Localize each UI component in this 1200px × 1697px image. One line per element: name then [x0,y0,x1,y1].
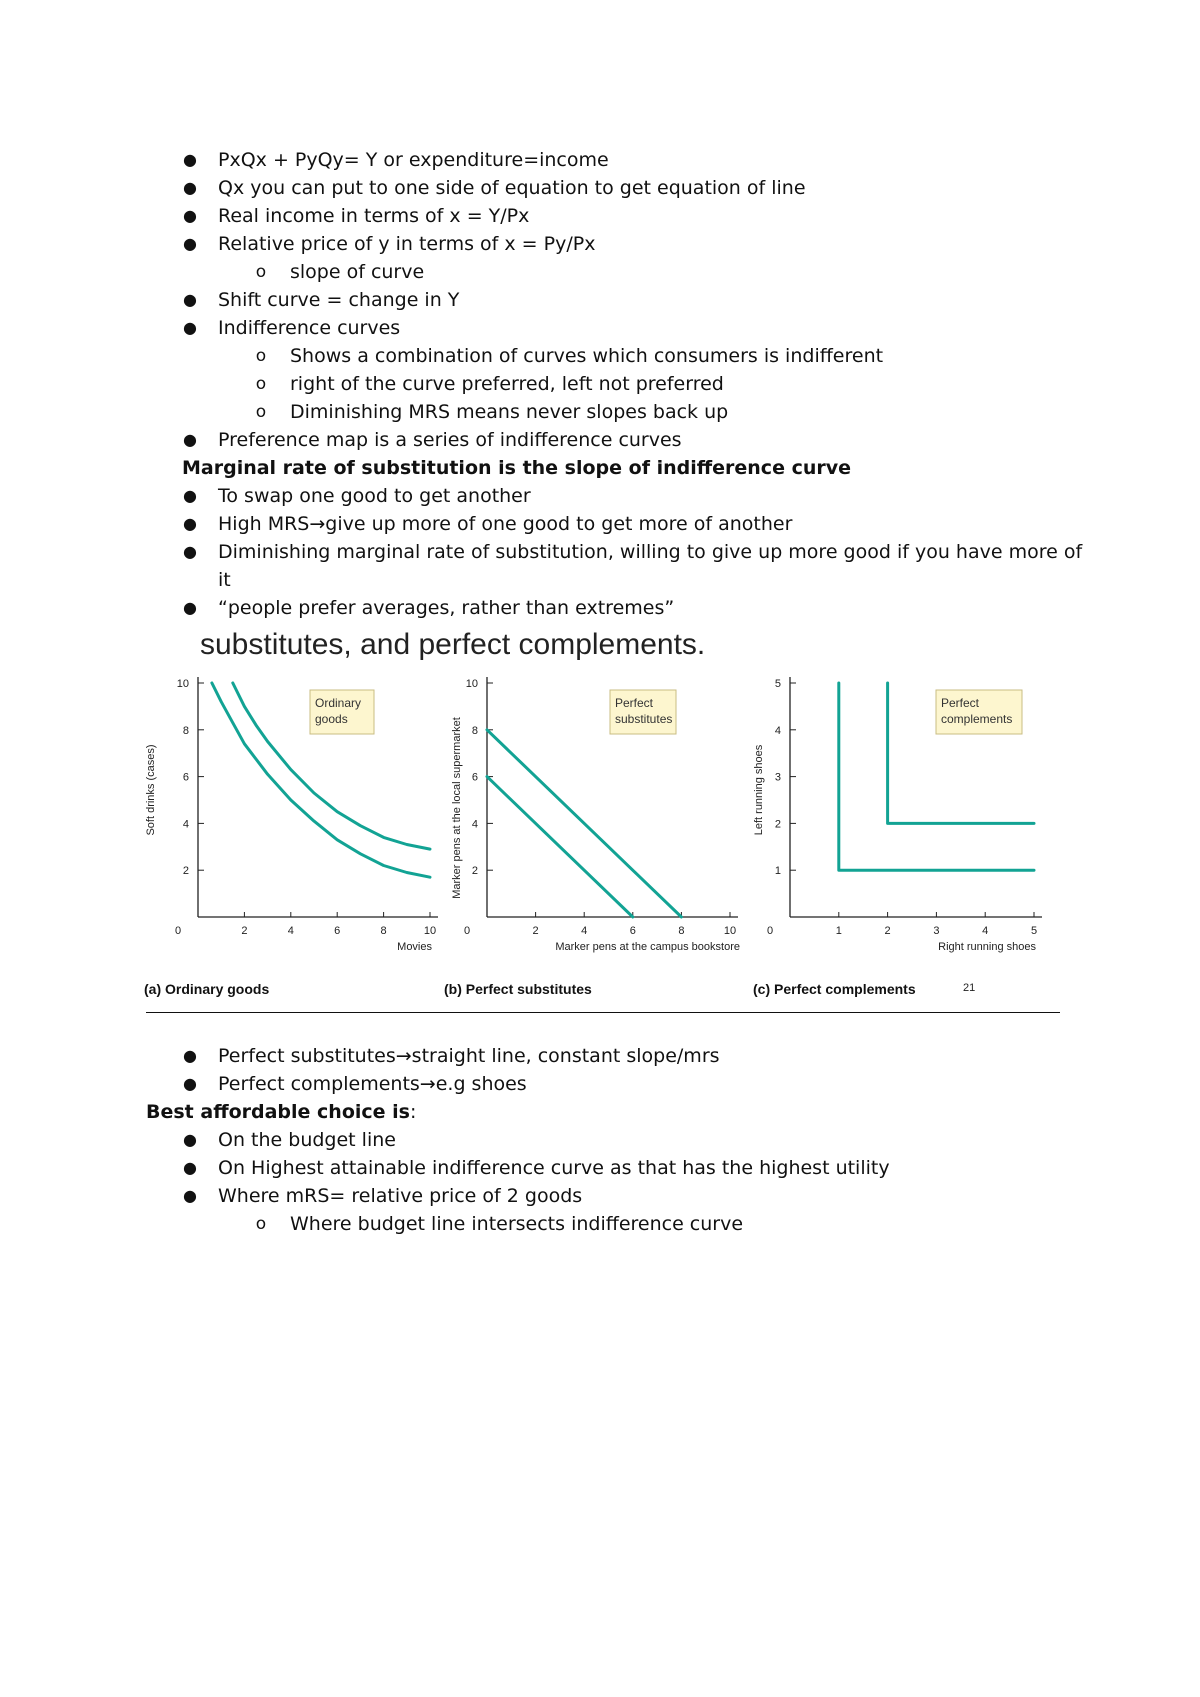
bullet-icon: ● [183,1046,197,1065]
list-item: ● On Highest attainable indifference curve as that has the highest utility [0,1154,1200,1182]
x-tick-label: 4 [287,925,294,937]
x-tick-label: 1 [835,925,842,937]
x-tick-label: 0 [463,925,471,937]
x-tick-label: 10 [723,925,737,937]
circle-bullet-icon: o [255,1214,267,1234]
y-tick-label: 8 [471,724,478,737]
x-axis-label: Marker pens at the campus bookstore [555,941,740,953]
x-tick-label: 2 [241,925,248,937]
bullet-icon: ● [183,318,197,337]
list-item: ● “people prefer averages, rather than extremes” [0,594,1200,622]
y-tick-label: 3 [774,771,781,784]
bullet-icon: ● [183,1158,197,1177]
bullet-icon: ● [183,542,197,561]
list-item: ● Relative price of y in terms of x = Py/Px [0,230,1200,258]
curve-label-text: Perfect [615,696,654,710]
bullet-icon: ● [183,486,197,505]
y-tick-label: 2 [182,865,189,878]
curve-label-text: Perfect [941,696,980,710]
x-tick-label: 2 [884,925,891,937]
sub-list-item: o right of the curve preferred, left not preferred [0,370,1200,398]
y-tick-label: 8 [182,724,189,737]
x-tick-label: 2 [532,925,539,937]
bullet-icon: ● [183,290,197,309]
y-tick-label: 4 [471,818,478,831]
curve-label-text: Ordinary [315,696,362,710]
chart-layer [144,677,1042,997]
y-tick-label: 5 [774,678,781,690]
figure-page-number: 21 [963,982,976,994]
notes-section-budget [0,146,1200,454]
bullet-icon: ● [183,430,197,449]
list-item-continuation: it [218,569,231,591]
list-item: ● Qx you can put to one side of equation to get equation of line [0,174,1200,202]
sub-list-item: o Diminishing MRS means never slopes back up [0,398,1200,426]
x-tick-label: 8 [380,925,387,937]
y-tick-label: 2 [774,818,781,831]
y-tick-label: 10 [176,678,189,690]
list-item: ● Indifference curves [0,314,1200,342]
bullet-icon: ● [183,150,197,169]
circle-bullet-icon: o [255,346,267,366]
bullet-icon: ● [183,206,197,225]
x-tick-label: 10 [423,925,437,937]
x-tick-label: 3 [933,925,940,937]
sub-list-item: o slope of curve [0,258,1200,286]
y-axis-label: Left running shoes [753,744,765,836]
y-tick-label: 1 [774,865,781,878]
x-tick-label: 4 [581,925,588,937]
sub-list-item: o Shows a combination of curves which consumers is indifferent [0,342,1200,370]
bullet-icon: ● [183,598,197,617]
y-tick-label: 10 [465,678,478,690]
circle-bullet-icon: o [255,262,267,282]
y-tick-label: 4 [774,724,781,737]
figure-svg [140,632,1070,1012]
list-item: ● Where mRS= relative price of 2 goods [0,1182,1200,1210]
bullet-icon: ● [183,1186,197,1205]
list-item: ● Diminishing marginal rate of substitution, willing to give up more good if you have more of [0,538,1200,566]
bullet-icon: ● [183,514,197,533]
section-heading: Marginal rate of substitution is the slope of indifference curve [182,457,851,479]
bullet-icon: ● [183,234,197,253]
bullet-icon: ● [183,1130,197,1149]
list-item: ● Perfect complements→e.g shoes [0,1070,1200,1098]
notes-section-mrs [0,454,1200,622]
y-tick-label: 4 [182,818,189,831]
bullet-icon: ● [183,178,197,197]
x-axis-label: Right running shoes [938,941,1036,953]
x-axis-label: Movies [397,941,432,953]
x-tick-label: 0 [766,925,774,937]
x-tick-label: 6 [334,925,341,937]
panel-title: (b) Perfect substitutes [444,981,592,997]
list-item: ● Real income in terms of x = Y/Px [0,202,1200,230]
horizontal-rule [146,1012,1060,1013]
x-tick-label: 8 [678,925,685,937]
indifference-curves-figure [140,632,1070,1012]
section-heading: Best affordable choice is: [146,1101,417,1123]
curve-label-text: complements [941,712,1013,726]
list-item: ● Perfect substitutes→straight line, constant slope/mrs [0,1042,1200,1070]
panel-title: (a) Ordinary goods [144,981,270,997]
x-tick-label: 5 [1030,925,1038,937]
notes-section-choice [0,1042,1200,1238]
circle-bullet-icon: o [255,374,267,394]
indifference-curve [487,777,633,917]
sub-list-item: o Where budget line intersects indifference curve [0,1210,1200,1238]
curve-label-text: substitutes [615,712,673,726]
y-axis-label: Marker pens at the local supermarket [451,717,463,899]
list-item: ● High MRS→give up more of one good to get more of another [0,510,1200,538]
list-item: ● To swap one good to get another [0,482,1200,510]
y-axis-label: Soft drinks (cases) [145,744,157,836]
list-item: ● Shift curve = change in Y [0,286,1200,314]
x-tick-label: 4 [982,925,989,937]
bullet-icon: ● [183,1074,197,1093]
y-tick-label: 2 [471,865,478,878]
list-item: ● On the budget line [0,1126,1200,1154]
x-tick-label: 6 [629,925,636,937]
circle-bullet-icon: o [255,402,267,422]
indifference-curve [487,730,681,917]
curve-label-text: goods [315,712,348,726]
y-tick-label: 6 [471,771,478,784]
x-tick-label: 0 [174,925,182,937]
list-item: ● PxQx + PyQy= Y or expenditure=income [0,146,1200,174]
y-tick-label: 6 [182,771,189,784]
list-item: ● Preference map is a series of indifference curves [0,426,1200,454]
figure-banner: substitutes, and perfect complements. [200,632,706,661]
panel-title: (c) Perfect complements [753,981,916,997]
